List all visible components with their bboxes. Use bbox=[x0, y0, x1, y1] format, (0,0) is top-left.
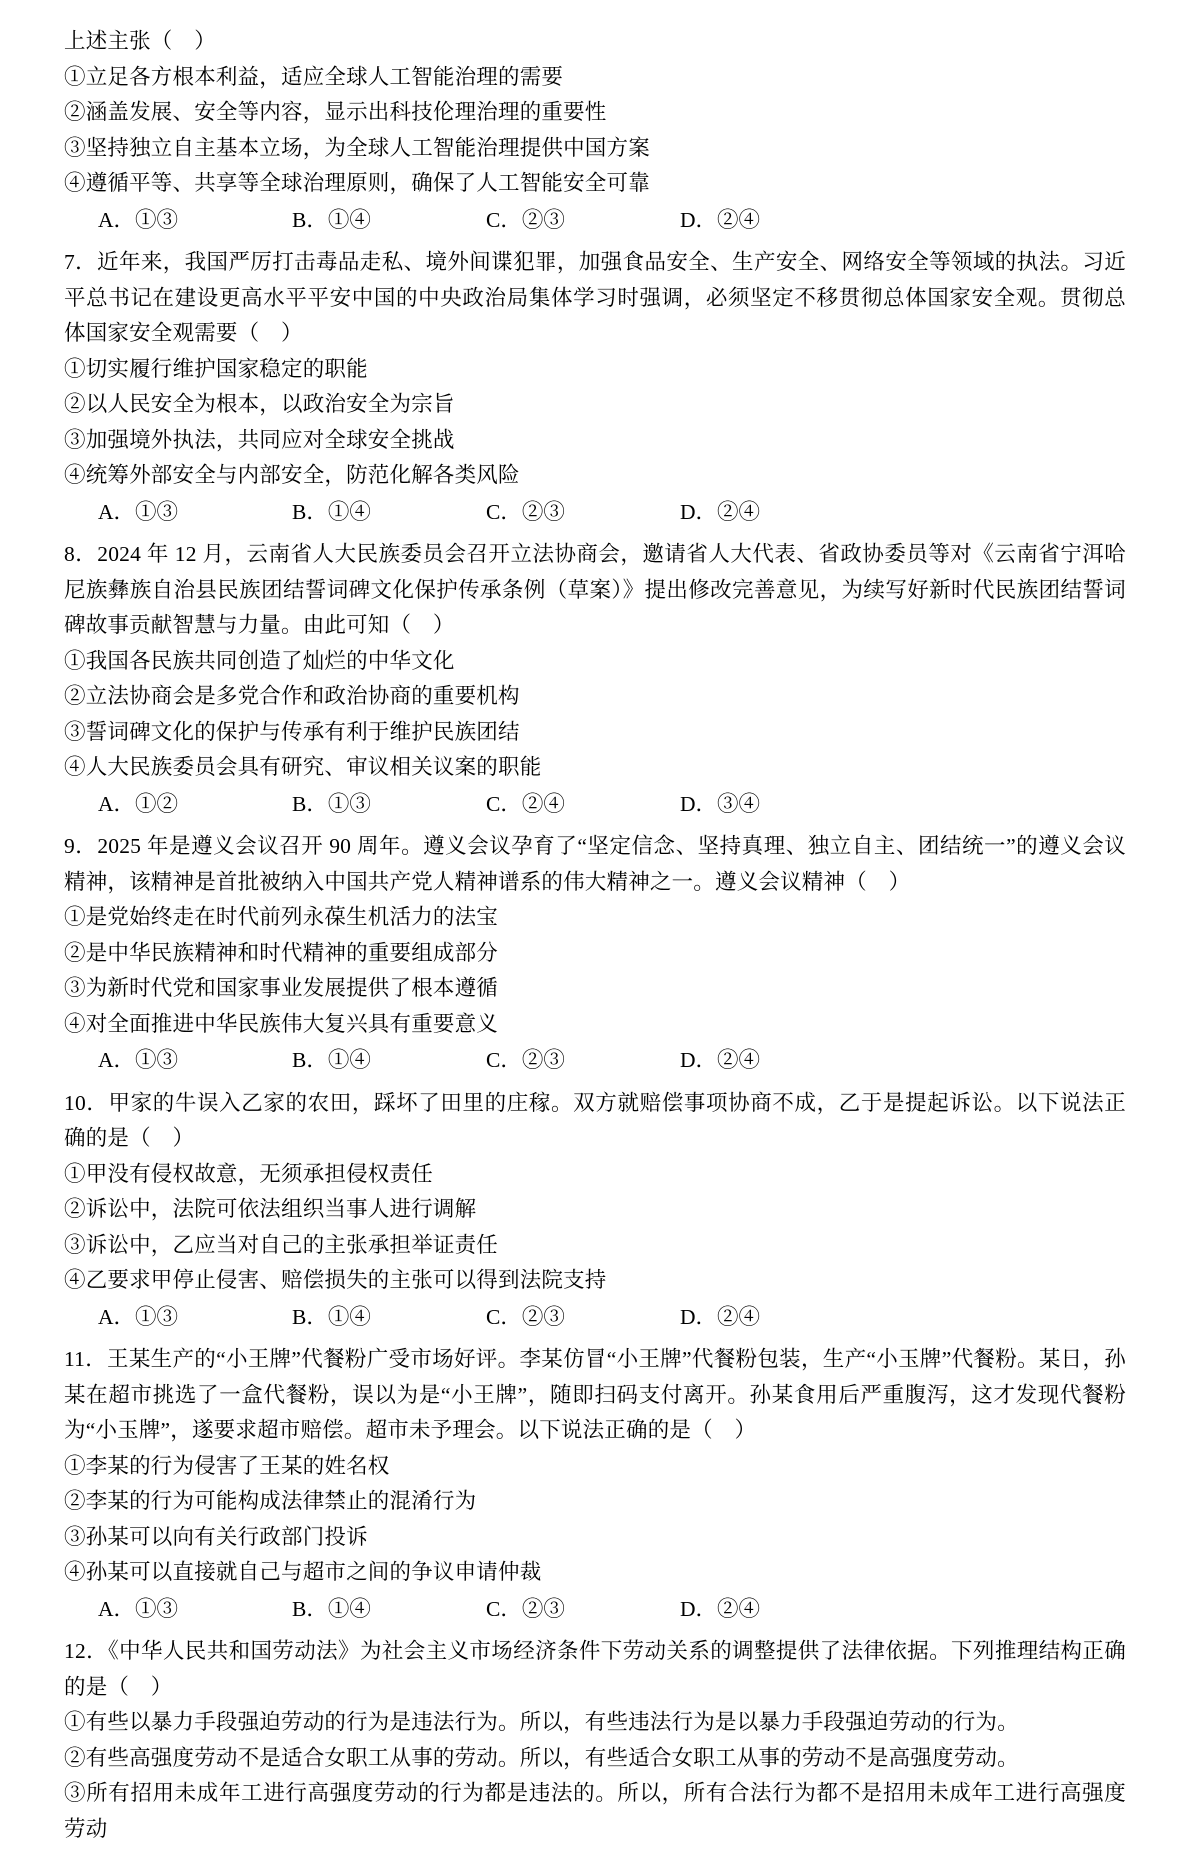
option-line: ③坚持独立自主基本立场，为全球人工智能治理提供中国方案 bbox=[64, 135, 650, 160]
answer-choice-b[interactable]: B．①③ bbox=[292, 791, 371, 816]
option-line: ④统筹外部安全与内部安全，防范化解各类风险 bbox=[64, 463, 520, 487]
answer-choice-d[interactable]: D．②④ bbox=[680, 499, 761, 524]
answer-choice-a[interactable]: A．①② bbox=[98, 791, 179, 816]
answer-choices bbox=[64, 203, 1126, 239]
option-line: ③孙某可以向有关行政部门投诉 bbox=[64, 1524, 368, 1549]
answer-choice-a[interactable]: A．①③ bbox=[98, 1596, 179, 1621]
question-block-12 bbox=[64, 1634, 1126, 1847]
answer-choices bbox=[64, 1592, 1126, 1628]
answer-choices bbox=[64, 787, 1126, 823]
option-line: ③所有招用未成年工进行高强度劳动的行为都是违法的。所以，所有合法行为都不是招用未成年工进行高强度劳动 bbox=[64, 1781, 1126, 1841]
answer-choice-a[interactable]: A．①③ bbox=[98, 1048, 179, 1072]
question-stem: 12．《中华人民共和国劳动法》为社会主义市场经济条件下劳动关系的调整提供了法律依据。下列推理结构正确的是（ ） bbox=[64, 1639, 1126, 1699]
option-line: ①甲没有侵权故意，无须承担侵权责任 bbox=[64, 1161, 433, 1186]
option-line: ①我国各民族共同创造了灿烂的中华文化 bbox=[64, 648, 455, 673]
answer-choice-c[interactable]: C．②③ bbox=[486, 207, 565, 232]
answer-choices bbox=[64, 1300, 1126, 1336]
option-line: ④人大民族委员会具有研究、审议相关议案的职能 bbox=[64, 755, 542, 779]
option-line: ④遵循平等、共享等全球治理原则，确保了人工智能安全可靠 bbox=[64, 171, 650, 195]
option-line: ②涵盖发展、安全等内容，显示出科技伦理治理的重要性 bbox=[64, 100, 607, 124]
answer-choice-c[interactable]: C．②④ bbox=[486, 791, 565, 816]
option-line: ①李某的行为侵害了王某的姓名权 bbox=[64, 1453, 390, 1478]
answer-choice-d[interactable]: D．②④ bbox=[680, 1596, 761, 1621]
question-stem: 9．2025 年是遵义会议召开 90 周年。遵义会议孕育了“坚定信念、坚持真理、独立自主、团结统一”的遵义会议精神，该精神是首批被纳入中国共产党人精神谱系的伟大精神之一。遵义会议精神（ ） bbox=[64, 834, 1126, 894]
answer-choice-d[interactable]: D．③④ bbox=[680, 791, 761, 816]
option-line: ②以人民安全为根本，以政治安全为宗旨 bbox=[64, 392, 455, 416]
option-line: ①是党始终走在时代前列永葆生机活力的法宝 bbox=[64, 905, 499, 929]
option-line: ①立足各方根本利益，适应全球人工智能治理的需要 bbox=[64, 64, 564, 89]
question-block-9 bbox=[64, 829, 1126, 1079]
answer-choices bbox=[64, 495, 1126, 531]
option-line: ②立法协商会是多党合作和政治协商的重要机构 bbox=[64, 684, 520, 708]
option-line: ③诉讼中，乙应当对自己的主张承担举证责任 bbox=[64, 1232, 499, 1257]
answer-choice-c[interactable]: C．②③ bbox=[486, 499, 565, 524]
option-line: ②是中华民族精神和时代精神的重要组成部分 bbox=[64, 940, 499, 965]
answer-choice-b[interactable]: B．①④ bbox=[292, 499, 371, 524]
answer-choice-b[interactable]: B．①④ bbox=[292, 1304, 371, 1329]
question-stem: 7．近年来，我国严厉打击毒品走私、境外间谍犯罪，加强食品安全、生产安全、网络安全等领域的执法。习近平总书记在建设更高水平平安中国的中央政治局集体学习时强调，必须坚定不移贯彻总体国家安全观。贯彻总体国家安全观需要（ ） bbox=[64, 250, 1126, 345]
question-block-8 bbox=[64, 537, 1126, 822]
answer-choice-b[interactable]: B．①④ bbox=[292, 1048, 371, 1072]
answer-choices bbox=[64, 1043, 1126, 1079]
answer-choice-d[interactable]: D．②④ bbox=[680, 1048, 761, 1072]
question-stem: 11．王某生产的“小王牌”代餐粉广受市场好评。李某仿冒“小王牌”代餐粉包装，生产“小玉牌”代餐粉。某日，孙某在超市挑选了一盒代餐粉，误以为是“小王牌”，随即扫码支付离开。孙某食用后严重腹泻，这才发现代餐粉为“小玉牌”，遂要求超市赔偿。超市未予理会。以下说法正确的是（ ） bbox=[64, 1347, 1126, 1442]
option-line: ②李某的行为可能构成法律禁止的混淆行为 bbox=[64, 1489, 477, 1513]
answer-choice-c[interactable]: C．②③ bbox=[486, 1304, 565, 1329]
option-line: ④乙要求甲停止侵害、赔偿损失的主张可以得到法院支持 bbox=[64, 1268, 607, 1292]
option-line: ②诉讼中，法院可依法组织当事人进行调解 bbox=[64, 1197, 477, 1221]
option-line: ①有些以暴力手段强迫劳动的行为是违法行为。所以，有些违法行为是以暴力手段强迫劳动的行为。 bbox=[64, 1710, 1019, 1734]
option-line: ④对全面推进中华民族伟大复兴具有重要意义 bbox=[64, 1011, 499, 1036]
option-line: ③为新时代党和国家事业发展提供了根本遵循 bbox=[64, 976, 499, 1000]
question-block-6-tail bbox=[64, 24, 1126, 238]
option-line: ①切实履行维护国家稳定的职能 bbox=[64, 356, 368, 381]
answer-choice-b[interactable]: B．①④ bbox=[292, 207, 371, 232]
option-line: ③誓词碑文化的保护与传承有利于维护民族团结 bbox=[64, 719, 520, 744]
answer-choice-a[interactable]: A．①③ bbox=[98, 1304, 179, 1329]
answer-choice-b[interactable]: B．①④ bbox=[292, 1596, 371, 1621]
answer-choice-c[interactable]: C．②③ bbox=[486, 1596, 565, 1621]
answer-choice-d[interactable]: D．②④ bbox=[680, 1304, 761, 1329]
question-stem: 10．甲家的牛误入乙家的农田，踩坏了田里的庄稼。双方就赔偿事项协商不成，乙于是提起诉讼。以下说法正确的是（ ） bbox=[64, 1090, 1126, 1150]
answer-choice-d[interactable]: D．②④ bbox=[680, 207, 761, 232]
question-stem: 8．2024 年 12 月，云南省人大民族委员会召开立法协商会，邀请省人大代表、省政协委员等对《云南省宁洱哈尼族彝族自治县民族团结誓词碑文化保护传承条例（草案）》提出修改完善意见，为续写好新时代民族团结誓词碑故事贡献智慧与力量。由此可知（ ） bbox=[64, 542, 1126, 637]
option-line: ④孙某可以直接就自己与超市之间的争议申请仲裁 bbox=[64, 1560, 542, 1584]
answer-choice-a[interactable]: A．①③ bbox=[98, 499, 179, 524]
question-stem-line: 上述主张（ ） bbox=[64, 29, 216, 53]
answer-choice-a[interactable]: A．①③ bbox=[98, 207, 179, 232]
option-line: ②有些高强度劳动不是适合女职工从事的劳动。所以，有些适合女职工从事的劳动不是高强度劳动。 bbox=[64, 1745, 1019, 1770]
answer-choice-c[interactable]: C．②③ bbox=[486, 1048, 565, 1072]
option-line: ③加强境外执法，共同应对全球安全挑战 bbox=[64, 427, 455, 452]
question-block-7 bbox=[64, 245, 1126, 530]
question-block-11 bbox=[64, 1342, 1126, 1627]
question-block-10 bbox=[64, 1086, 1126, 1336]
